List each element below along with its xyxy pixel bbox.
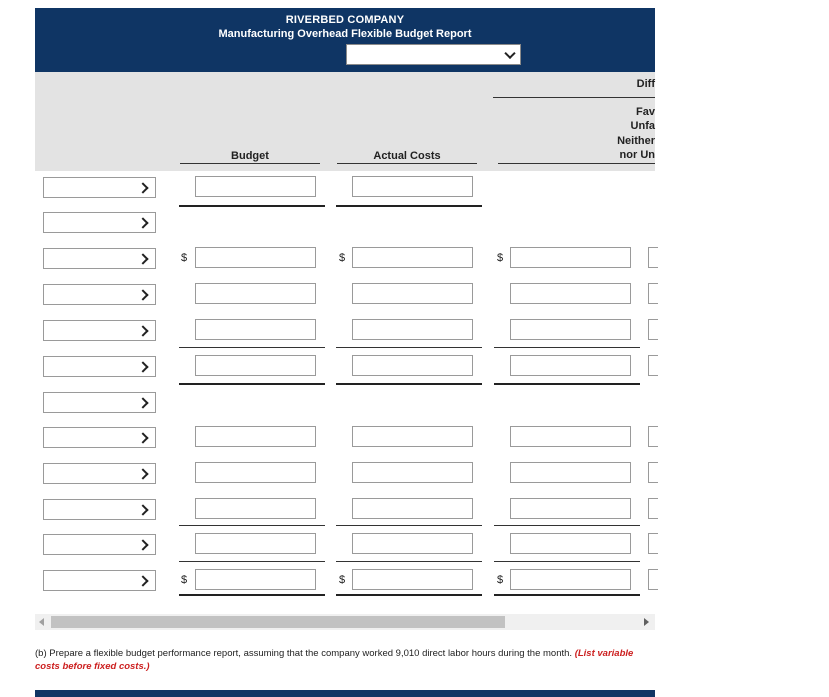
row-11-actual-input[interactable]: [352, 533, 473, 554]
row-12-actual-input[interactable]: [352, 569, 473, 590]
row-9-status-select[interactable]: [648, 462, 658, 483]
actual-rule: [336, 347, 482, 348]
row-6-label-select[interactable]: [43, 356, 156, 377]
row-11-difference-input[interactable]: [510, 533, 631, 554]
row-5-actual-input[interactable]: [352, 319, 473, 340]
row-6-budget-input[interactable]: [195, 355, 316, 376]
horizontal-scrollbar[interactable]: [35, 614, 655, 630]
column-header-band: [35, 72, 655, 171]
period-select[interactable]: [346, 44, 521, 65]
row-10-label-select[interactable]: [43, 499, 156, 520]
report-header: [35, 8, 655, 72]
row-11-budget-input[interactable]: [195, 533, 316, 554]
row-6-actual-input[interactable]: [352, 355, 473, 376]
difference-rule: [493, 97, 655, 98]
chevron-down-icon: [504, 47, 515, 58]
currency-symbol: $: [339, 574, 346, 586]
currency-symbol: $: [497, 574, 504, 586]
difference-total-rule: [494, 594, 640, 596]
row-2-label-select[interactable]: [43, 212, 156, 233]
row-9-label-select[interactable]: [43, 463, 156, 484]
actual-header-rule: [337, 163, 477, 164]
actual-rule: [336, 525, 482, 526]
instructions-emphasis: (List variable costs before fixed costs.): [35, 648, 634, 672]
row-8-difference-input[interactable]: [510, 426, 631, 447]
budget-rule: [179, 525, 325, 526]
chevron-down-icon: [137, 253, 148, 264]
row-1-actual-input[interactable]: [352, 176, 473, 197]
actual-costs-column-header: Actual Costs: [373, 150, 441, 162]
instructions-text: (b) Prepare a flexible budget performance report, assuming that the company worked 9,010 direct labor hours during the month.: [35, 648, 573, 659]
row-3-actual-input[interactable]: [352, 247, 473, 268]
row-3-difference-input[interactable]: [510, 247, 631, 268]
row-12-budget-input[interactable]: [195, 569, 316, 590]
scroll-right-arrow-icon[interactable]: [644, 618, 649, 626]
budget-subtotal-rule: [179, 383, 325, 385]
chevron-down-icon: [137, 182, 148, 193]
chevron-down-icon: [137, 289, 148, 300]
row-6-status-select[interactable]: [648, 355, 658, 376]
difference-subtotal-rule: [494, 383, 640, 385]
row-1-budget-input[interactable]: [195, 176, 316, 197]
row-8-budget-input[interactable]: [195, 426, 316, 447]
row-9-budget-input[interactable]: [195, 462, 316, 483]
budget-total-rule: [179, 594, 325, 596]
difference-sub-3: Neither: [617, 135, 655, 147]
scroll-left-arrow-icon[interactable]: [39, 618, 44, 626]
company-name: RIVERBED COMPANY: [285, 14, 405, 26]
row-1-label-select[interactable]: [43, 177, 156, 198]
actual-subtotal-rule: [336, 383, 482, 385]
row-8-status-select[interactable]: [648, 426, 658, 447]
difference-sub-2: Unfa: [630, 120, 655, 132]
chevron-down-icon: [137, 325, 148, 336]
row-10-actual-input[interactable]: [352, 498, 473, 519]
budget-rule: [179, 347, 325, 348]
row-10-status-select[interactable]: [648, 498, 658, 519]
footer-bar: [35, 690, 655, 697]
currency-symbol: $: [181, 252, 188, 264]
chevron-down-icon: [137, 504, 148, 515]
difference-rule: [494, 561, 640, 562]
row-10-budget-input[interactable]: [195, 498, 316, 519]
row-3-status-select[interactable]: [648, 247, 658, 268]
chevron-down-icon: [137, 217, 148, 228]
difference-rule: [494, 347, 640, 348]
difference-header-rule: [498, 163, 655, 164]
budget-header-rule: [180, 163, 320, 164]
row-3-label-select[interactable]: [43, 248, 156, 269]
currency-symbol: $: [181, 574, 188, 586]
chevron-down-icon: [137, 432, 148, 443]
row-3-budget-input[interactable]: [195, 247, 316, 268]
actual-rule: [336, 561, 482, 562]
chevron-down-icon: [137, 361, 148, 372]
row-4-actual-input[interactable]: [352, 283, 473, 304]
currency-symbol: $: [497, 252, 504, 264]
row-6-difference-input[interactable]: [510, 355, 631, 376]
row-12-label-select[interactable]: [43, 570, 156, 591]
actual-subtotal-rule: [336, 205, 482, 207]
row-5-difference-input[interactable]: [510, 319, 631, 340]
difference-heading: Diff: [636, 78, 655, 90]
row-5-label-select[interactable]: [43, 320, 156, 341]
row-4-label-select[interactable]: [43, 284, 156, 305]
row-5-budget-input[interactable]: [195, 319, 316, 340]
row-9-difference-input[interactable]: [510, 462, 631, 483]
chevron-down-icon: [137, 575, 148, 586]
difference-sub-4: nor Un: [619, 149, 655, 161]
row-7-label-select[interactable]: [43, 392, 156, 413]
row-8-actual-input[interactable]: [352, 426, 473, 447]
chevron-down-icon: [137, 397, 148, 408]
row-10-difference-input[interactable]: [510, 498, 631, 519]
budget-subtotal-rule: [179, 205, 325, 207]
row-11-status-select[interactable]: [648, 533, 658, 554]
budget-column-header: Budget: [231, 150, 269, 162]
chevron-down-icon: [137, 468, 148, 479]
currency-symbol: $: [339, 252, 346, 264]
scrollbar-thumb[interactable]: [51, 616, 505, 628]
chevron-down-icon: [137, 539, 148, 550]
instructions: [35, 647, 655, 673]
actual-total-rule: [336, 594, 482, 596]
budget-rule: [179, 561, 325, 562]
row-4-status-select[interactable]: [648, 283, 658, 304]
row-8-label-select[interactable]: [43, 427, 156, 448]
row-12-status-select[interactable]: [648, 569, 658, 590]
row-5-status-select[interactable]: [648, 319, 658, 340]
row-12-difference-input[interactable]: [510, 569, 631, 590]
report-title: Manufacturing Overhead Flexible Budget Report: [218, 28, 472, 40]
row-4-difference-input[interactable]: [510, 283, 631, 304]
difference-rule: [494, 525, 640, 526]
row-4-budget-input[interactable]: [195, 283, 316, 304]
row-11-label-select[interactable]: [43, 534, 156, 555]
row-9-actual-input[interactable]: [352, 462, 473, 483]
difference-sub-1: Fav: [636, 106, 655, 118]
